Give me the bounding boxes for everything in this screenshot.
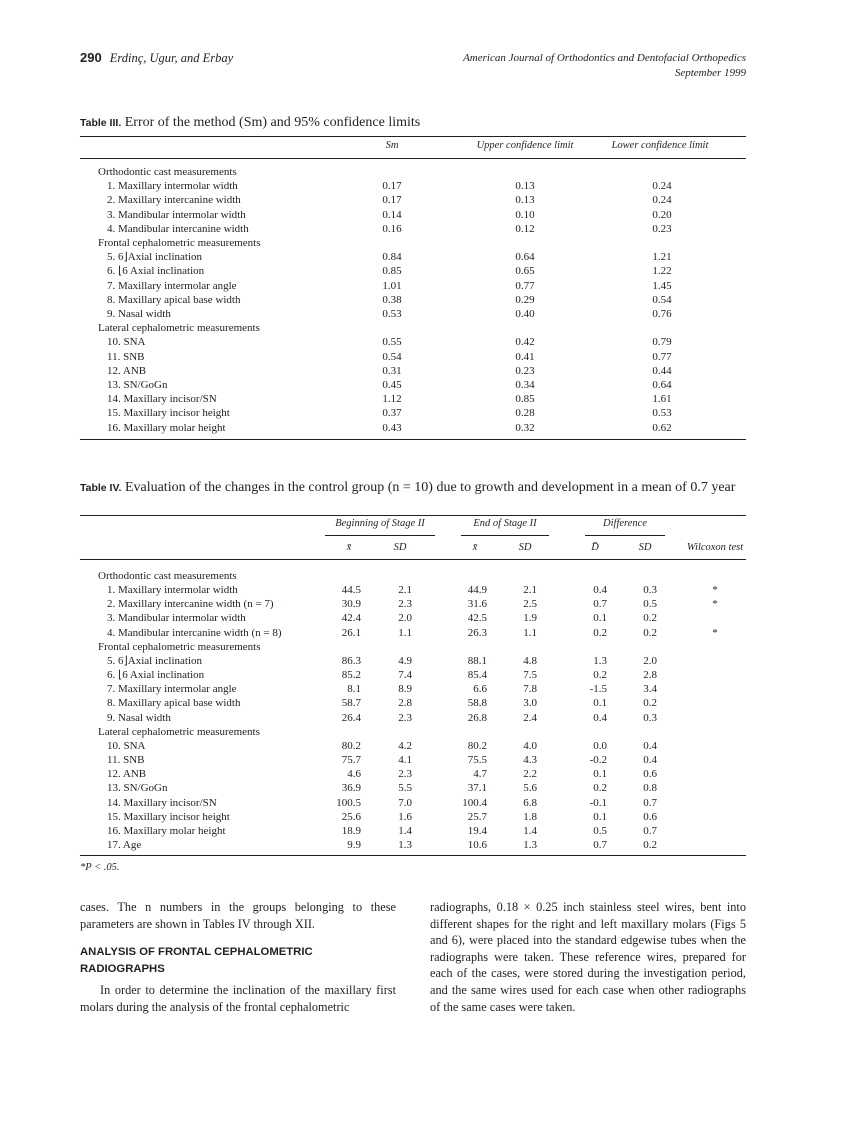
table4-cell: 85.2 [341, 669, 361, 682]
table3-cell: 0.24 [652, 180, 672, 193]
table4-cell: 7.0 [398, 796, 412, 809]
table4-cell: 100.4 [462, 796, 487, 809]
table4-group-underline [461, 535, 549, 536]
table4-title: Evaluation of the changes in the control group (n = 10) due to growth and development in a mean of 0.7 year [124, 480, 736, 495]
table3-row-label: 7. Maxillary intermolar angle [107, 279, 237, 292]
page-number: 290 [80, 50, 102, 65]
table4-cell: 7.8 [523, 683, 537, 696]
table4-cell: 25.6 [341, 810, 361, 823]
table3-cell: 0.79 [652, 336, 672, 349]
table3-label: Table III. [80, 117, 122, 129]
running-header-right [463, 51, 746, 81]
table4-cell: 4.3 [523, 754, 537, 767]
table4-cell: 0.5 [593, 824, 607, 837]
table4-row-label: 10. SNA [107, 739, 146, 752]
table3-cell: 0.44 [652, 364, 672, 377]
table4-cell: 1.9 [523, 612, 537, 625]
table4-cell: 85.4 [467, 669, 487, 682]
table3-cell: 0.41 [515, 350, 535, 363]
table3-cell: 0.54 [382, 350, 402, 363]
table3-row-label: 9. Nasal width [107, 308, 171, 320]
table3-col-lower: Lower confidence limit [611, 140, 709, 151]
table3-cell: 0.85 [515, 393, 535, 406]
table4-cell: 2.8 [398, 697, 412, 710]
table3-cell: 0.20 [652, 208, 672, 221]
table3-row-label: 1. Maxillary intermolar width [107, 180, 238, 193]
table4-cell: 9.9 [347, 839, 361, 852]
table4-header-rule [80, 559, 746, 560]
table4-subcolumn: x̄ [472, 542, 478, 553]
table3-cell: 0.32 [515, 421, 535, 434]
table3-col-sm: Sm [385, 140, 399, 151]
table4-cell: 2.3 [398, 598, 412, 611]
table3-row-label: 2. Maxillary intercanine width [107, 194, 241, 207]
table4-cell: 42.5 [467, 612, 487, 625]
table4-cell: 0.2 [643, 612, 657, 625]
table4-group-heading: Lateral cephalometric measurements [98, 725, 260, 738]
table3-row-label: 16. Maxillary molar height [107, 421, 226, 434]
table4-cell: 58.8 [467, 697, 487, 710]
table4-cell: 4.7 [473, 768, 487, 781]
table4-cell: 0.3 [643, 584, 657, 597]
table4-row-label: 16. Maxillary molar height [107, 824, 226, 837]
table4-cell: 1.4 [398, 824, 412, 837]
table4-cell: -0.2 [589, 754, 607, 767]
table3-cell: 0.24 [652, 194, 672, 207]
table4-cell: 4.8 [523, 654, 537, 667]
table3-row-label: 10. SNA [107, 336, 146, 349]
table4-cell: 8.9 [398, 683, 412, 696]
journal-name: American Journal of Orthodontics and Dentofacial Orthopedics [463, 52, 746, 64]
table4-cell: 2.2 [523, 768, 537, 781]
table4-subcolumn-wilcoxon: Wilcoxon test [686, 542, 744, 553]
table3-group-heading: Orthodontic cast measurements [98, 166, 237, 178]
table3-cell: 0.16 [382, 222, 402, 235]
table3-cell: 0.64 [515, 251, 535, 264]
paragraph: radiographs, 0.18 × 0.25 inch stainless steel wires, bent into different shapes for the right and left maxillary molars (Figs 5 and 6), were placed into the standard edgewise tubes when the radiographs were taken. These reference wires, prepared for each of the cases, were stored during the investigation period, and the same wires used for each case when other radiographs of the same cases were taken. [430, 900, 746, 1014]
table3-cell: 0.45 [382, 379, 402, 391]
table4-cell: 26.3 [467, 626, 487, 639]
table3-col-upper: Upper confidence limit [476, 140, 574, 151]
table3-cell: 0.42 [515, 336, 535, 349]
table4-group-underline [585, 535, 665, 536]
table3-cell: 0.77 [515, 279, 535, 292]
table3-row-label: 15. Maxillary incisor height [107, 407, 230, 420]
table4-cell: 0.3 [643, 711, 657, 724]
table4-cell: 2.0 [398, 612, 412, 625]
table4-cell: 0.7 [643, 824, 657, 837]
table3-cell: 0.10 [515, 208, 535, 221]
table4-cell: 36.9 [341, 782, 361, 795]
issue-date: September 1999 [674, 67, 746, 79]
table4-row-label: 11. SNB [107, 754, 145, 767]
authors: Erdinç, Ugur, and Erbay [109, 51, 234, 65]
table3-cell: 1.22 [652, 265, 672, 278]
table4-cell: 0.2 [643, 626, 657, 639]
table4-footnote: *P < .05. [80, 862, 120, 873]
table4-cell: 0.5 [643, 598, 657, 611]
table4-cell: 5.5 [398, 782, 412, 795]
table3-cell: 1.45 [652, 279, 672, 292]
table4-cell: 100.5 [336, 796, 361, 809]
table4-cell: 0.1 [593, 810, 607, 823]
table4-cell: 0.6 [643, 810, 657, 823]
table3-cell: 0.55 [382, 336, 402, 349]
table4-cell: 7.4 [398, 669, 412, 682]
table4-cell: 4.6 [347, 768, 361, 781]
table4-cell: 6.8 [523, 796, 537, 809]
table4-top-rule [80, 515, 746, 516]
table4-cell: 0.4 [643, 754, 657, 767]
table3-cell: 0.84 [382, 251, 402, 264]
table4-cell: 26.1 [341, 626, 361, 639]
table3-row-label: 11. SNB [107, 350, 145, 363]
table3-row-label: 6. ⌊6 Axial inclination [107, 265, 205, 278]
table3-row-label: 5. 6⌋Axial inclination [107, 251, 203, 264]
table3-cell: 0.29 [515, 293, 535, 306]
table4-cell: 2.5 [523, 598, 537, 611]
table3-top-rule [80, 136, 746, 137]
table3-cell: 0.65 [515, 265, 535, 278]
table4-subcolumn: SD [518, 542, 532, 553]
table4-cell: 1.6 [398, 810, 412, 823]
table4-cell: 3.4 [643, 683, 657, 696]
table4-cell: 0.6 [643, 768, 657, 781]
table4-subcolumn: SD [638, 542, 652, 553]
table4-cell: 1.8 [523, 810, 537, 823]
table4-subcolumn: SD [393, 542, 407, 553]
table3-row-label: 4. Mandibular intercanine width [107, 222, 249, 235]
table4-subcolumn: x̄ [346, 542, 352, 553]
table3-title: Error of the method (Sm) and 95% confidence limits [124, 115, 421, 130]
table4-cell: 1.3 [523, 839, 537, 852]
table4-cell: 4.9 [398, 654, 412, 667]
table4-wilcoxon-mark: * [712, 584, 718, 597]
table3-cell: 0.17 [382, 194, 402, 207]
table3-cell: 1.61 [652, 393, 672, 406]
table3-group-heading: Lateral cephalometric measurements [98, 322, 260, 335]
table4-row-label: 5. 6⌋Axial inclination [107, 654, 203, 667]
table4-row-label: 17. Age [107, 839, 142, 852]
table3-cell: 1.12 [382, 393, 402, 406]
table4-wilcoxon-mark: * [712, 626, 718, 639]
table4-cell: 7.5 [523, 669, 537, 682]
table3-cell: 0.43 [382, 421, 402, 434]
table3-cell: 0.38 [382, 293, 402, 306]
table4-cell: 0.4 [593, 584, 607, 597]
table4-row-label: 2. Maxillary intercanine width (n = 7) [107, 598, 274, 611]
section-heading: ANALYSIS OF FRONTAL CEPHALOMETRIC RADIOGRAPHS [80, 946, 313, 976]
table4-cell: 0.1 [593, 612, 607, 625]
right-column [430, 899, 746, 1015]
table3-row-label: 3. Mandibular intermolar width [107, 208, 246, 221]
table3-row-label: 8. Maxillary apical base width [107, 293, 241, 306]
table4-cell: 0.2 [593, 669, 607, 682]
table4-cell: 0.1 [593, 768, 607, 781]
table4-cell: 31.6 [467, 598, 487, 611]
table4-cell: 80.2 [467, 739, 487, 752]
table3-row-label: 12. ANB [107, 364, 147, 377]
table3-cell: 1.01 [382, 279, 402, 292]
table4-cell: 1.3 [593, 654, 607, 667]
table4-label: Table IV. [80, 482, 122, 494]
table3-cell: 0.23 [652, 222, 672, 235]
table4-cell: 75.5 [467, 754, 487, 767]
table4-cell: 2.8 [643, 669, 657, 682]
table4-row-label: 13. SN/GoGn [107, 782, 168, 795]
table3-group-heading: Frontal cephalometric measurements [98, 237, 261, 249]
table3-header-rule [80, 158, 746, 159]
table3-caption [80, 115, 420, 131]
table3-cell: 0.64 [652, 379, 672, 391]
table4-cell: 1.3 [398, 839, 412, 852]
table3-row-label: 13. SN/GoGn [107, 379, 168, 391]
table4-cell: 0.7 [593, 598, 607, 611]
table4-cell: 0.2 [593, 782, 607, 795]
table4-row-label: 12. ANB [107, 768, 147, 781]
table4-cell: 0.7 [593, 839, 607, 852]
table4-cell: 37.1 [467, 782, 487, 795]
table3-cell: 0.17 [382, 180, 402, 193]
table4-bottom-rule [80, 855, 746, 856]
table4-cell: 18.9 [341, 824, 361, 837]
table3-cell: 0.85 [382, 265, 402, 278]
table4-cell: 0.0 [593, 739, 607, 752]
table4-cell: -1.5 [589, 683, 607, 696]
table4-cell: 25.7 [467, 810, 487, 823]
table4-row-label: 8. Maxillary apical base width [107, 697, 241, 710]
table4-row-label: 6. ⌊6 Axial inclination [107, 669, 205, 682]
table3-cell: 0.54 [652, 293, 672, 306]
left-column [80, 899, 396, 1015]
running-header-left [80, 49, 233, 67]
table4-cell: 19.4 [467, 824, 487, 837]
table4-cell: 88.1 [467, 654, 487, 667]
table4-cell: 44.9 [467, 584, 487, 597]
table4-row-label: 14. Maxillary incisor/SN [107, 796, 217, 809]
table4-cell: 10.6 [467, 839, 487, 852]
table4-group-underline [325, 535, 435, 536]
table4-cell: 26.8 [467, 711, 487, 724]
table4-cell: 3.0 [523, 697, 537, 710]
table4-cell: 4.0 [523, 739, 537, 752]
table3-bottom-rule [80, 439, 746, 440]
paragraph: In order to determine the inclination of the maxillary first molars during the analysis of the frontal cephalometric [80, 983, 396, 1014]
table4-cell: 2.3 [398, 711, 412, 724]
table3-cell: 0.13 [515, 194, 535, 207]
table4-wilcoxon-mark: * [712, 598, 718, 611]
table3-cell: 0.34 [515, 379, 535, 391]
table4-cell: 4.2 [398, 739, 412, 752]
table4-cell: 58.7 [341, 697, 361, 710]
table4-cell: 1.1 [523, 626, 537, 639]
table4-cell: 2.0 [643, 654, 657, 667]
paragraph: cases. The n numbers in the groups belonging to these parameters are shown in Tables IV through XII. [80, 900, 396, 931]
table4-cell: 2.1 [398, 584, 412, 597]
table3-cell: 0.28 [515, 407, 535, 420]
table4-row-label: 15. Maxillary incisor height [107, 810, 230, 823]
table3-cell: 1.21 [652, 251, 672, 264]
table4-group-beginning: Beginning of Stage II [335, 518, 425, 529]
table4-subcolumn: D̄ [591, 542, 599, 553]
table4-row-label: 7. Maxillary intermolar angle [107, 683, 237, 696]
table4-cell: 2.4 [523, 711, 537, 724]
table4-cell: 5.6 [523, 782, 537, 795]
table4-cell: 2.3 [398, 768, 412, 781]
table4-cell: 75.7 [341, 754, 361, 767]
table4-cell: 0.1 [593, 697, 607, 710]
table4-cell: 0.2 [593, 626, 607, 639]
table4-row-label: 9. Nasal width [107, 711, 171, 724]
table4-row-label: 3. Mandibular intermolar width [107, 612, 246, 625]
table3-cell: 0.40 [515, 308, 535, 320]
table4-cell: 0.4 [643, 739, 657, 752]
table3-cell: 0.77 [652, 350, 672, 363]
table3-cell: 0.23 [515, 364, 535, 377]
table4-group-heading: Orthodontic cast measurements [98, 570, 237, 582]
table4-cell: 8.1 [347, 683, 361, 696]
table3-cell: 0.31 [382, 364, 402, 377]
table3-cell: 0.53 [382, 308, 402, 320]
table4-cell: 80.2 [341, 739, 361, 752]
table3-cell: 0.13 [515, 180, 535, 193]
table4-row-label: 4. Mandibular intercanine width (n = 8) [107, 626, 282, 639]
table4-cell: 4.1 [398, 754, 412, 767]
table3-cell: 0.62 [652, 421, 672, 434]
table4-cell: 6.6 [473, 683, 487, 696]
table4-cell: 30.9 [341, 598, 361, 611]
table4-cell: 26.4 [341, 711, 361, 724]
table4-caption [80, 481, 750, 495]
table4-cell: 2.1 [523, 584, 537, 597]
table4-cell: 1.1 [398, 626, 412, 639]
table4-cell: 0.8 [643, 782, 657, 795]
table3-cell: 0.53 [652, 407, 672, 420]
table3-cell: 0.14 [382, 208, 402, 221]
table4-group-end: End of Stage II [473, 518, 537, 529]
table4-cell: -0.1 [589, 796, 607, 809]
table3-cell: 0.12 [515, 222, 535, 235]
table4-cell: 42.4 [341, 612, 361, 625]
table3-cell: 0.76 [652, 308, 672, 320]
table4-cell: 0.4 [593, 711, 607, 724]
table4-row-label: 1. Maxillary intermolar width [107, 584, 238, 597]
table4-group-difference: Difference [603, 518, 647, 529]
table4-cell: 0.2 [643, 697, 657, 710]
table3-row-label: 14. Maxillary incisor/SN [107, 393, 217, 406]
table4-cell: 0.2 [643, 839, 657, 852]
table4-cell: 44.5 [341, 584, 361, 597]
table4-group-heading: Frontal cephalometric measurements [98, 640, 261, 653]
table4-cell: 0.7 [643, 796, 657, 809]
table4-cell: 1.4 [523, 824, 537, 837]
table4-cell: 86.3 [341, 654, 361, 667]
table3-cell: 0.37 [382, 407, 402, 420]
